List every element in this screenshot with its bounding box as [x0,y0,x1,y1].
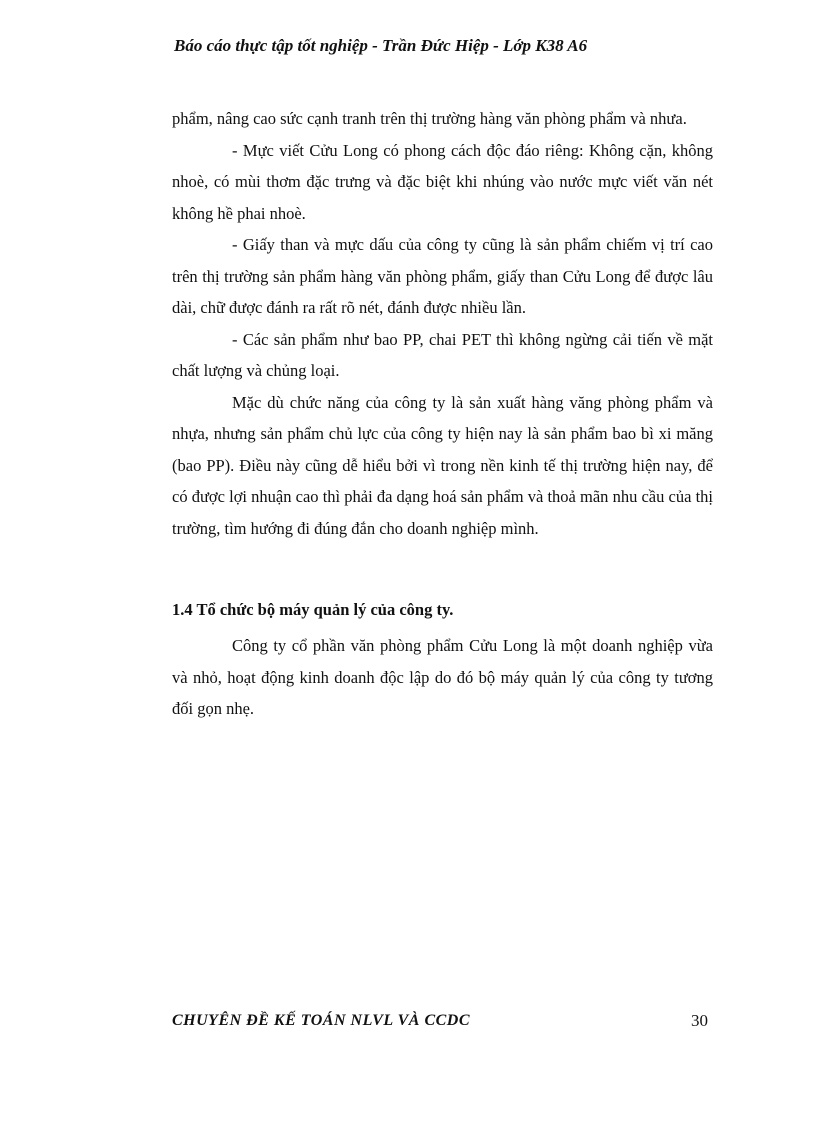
paragraph-carbon-paper: - Giấy than và mực dấu của công ty cũng là sản phẩm chiếm vị trí cao trên thị trường sản phẩm hàng văn phòng phẩm, giấy than Cửu Long để được lâu dài, chữ được đánh ra rất rõ nét, đánh được nhiều lần. [172,235,713,317]
paragraph-management: Công ty cổ phần văn phòng phẩm Cửu Long là một doanh nghiệp vừa và nhỏ, hoạt động kinh doanh độc lập do đó bộ máy quản lý của công ty tương đối gọn nhẹ. [172,636,713,718]
page-header: Báo cáo thực tập tốt nghiệp - Trần Đức Hiệp - Lớp K38 A6 [174,36,588,55]
paragraph-pp-pet: - Các sản phẩm như bao PP, chai PET thì không ngừng cải tiến về mặt chất lượng và chủng loại. [172,329,713,380]
paragraph-ink-product: - Mực viết Cửu Long có phong cách độc đáo riêng: Không cặn, không nhoè, có mùi thơm đặc trưng và đặc biệt khi nhúng vào nước mực viết văn nét không hề phai nhoè. [172,140,713,223]
paragraph-main-product: Mặc dù chức năng của công ty là sản xuất hàng văng phòng phẩm và nhựa, nhưng sản phẩm chủ lực của công ty hiện nay là sản phẩm bao bì xi măng (bao PP). Điều này cũng dễ hiểu bởi vì trong nền kinh tế thị trường hiện nay, để có được lợi nhuận cao thì phải đa dạng hoá sản phẩm và thoả mãn nhu cầu của thị trường, tìm hướng đi đúng đắn cho doanh nghiệp mình. [172,392,713,538]
page-number: 30 [691,1011,708,1030]
section-body [172,630,713,725]
paragraph-continuation: phẩm, nâng cao sức cạnh tranh trên thị trường hàng văn phòng phẩm và nhưa. [172,109,687,128]
body-text [172,103,713,544]
section-heading: 1.4 Tổ chức bộ máy quản lý của công ty. [172,600,454,619]
footer-title: CHUYÊN ĐỀ KẾ TOÁN NLVL VÀ CCDC [172,1012,471,1029]
